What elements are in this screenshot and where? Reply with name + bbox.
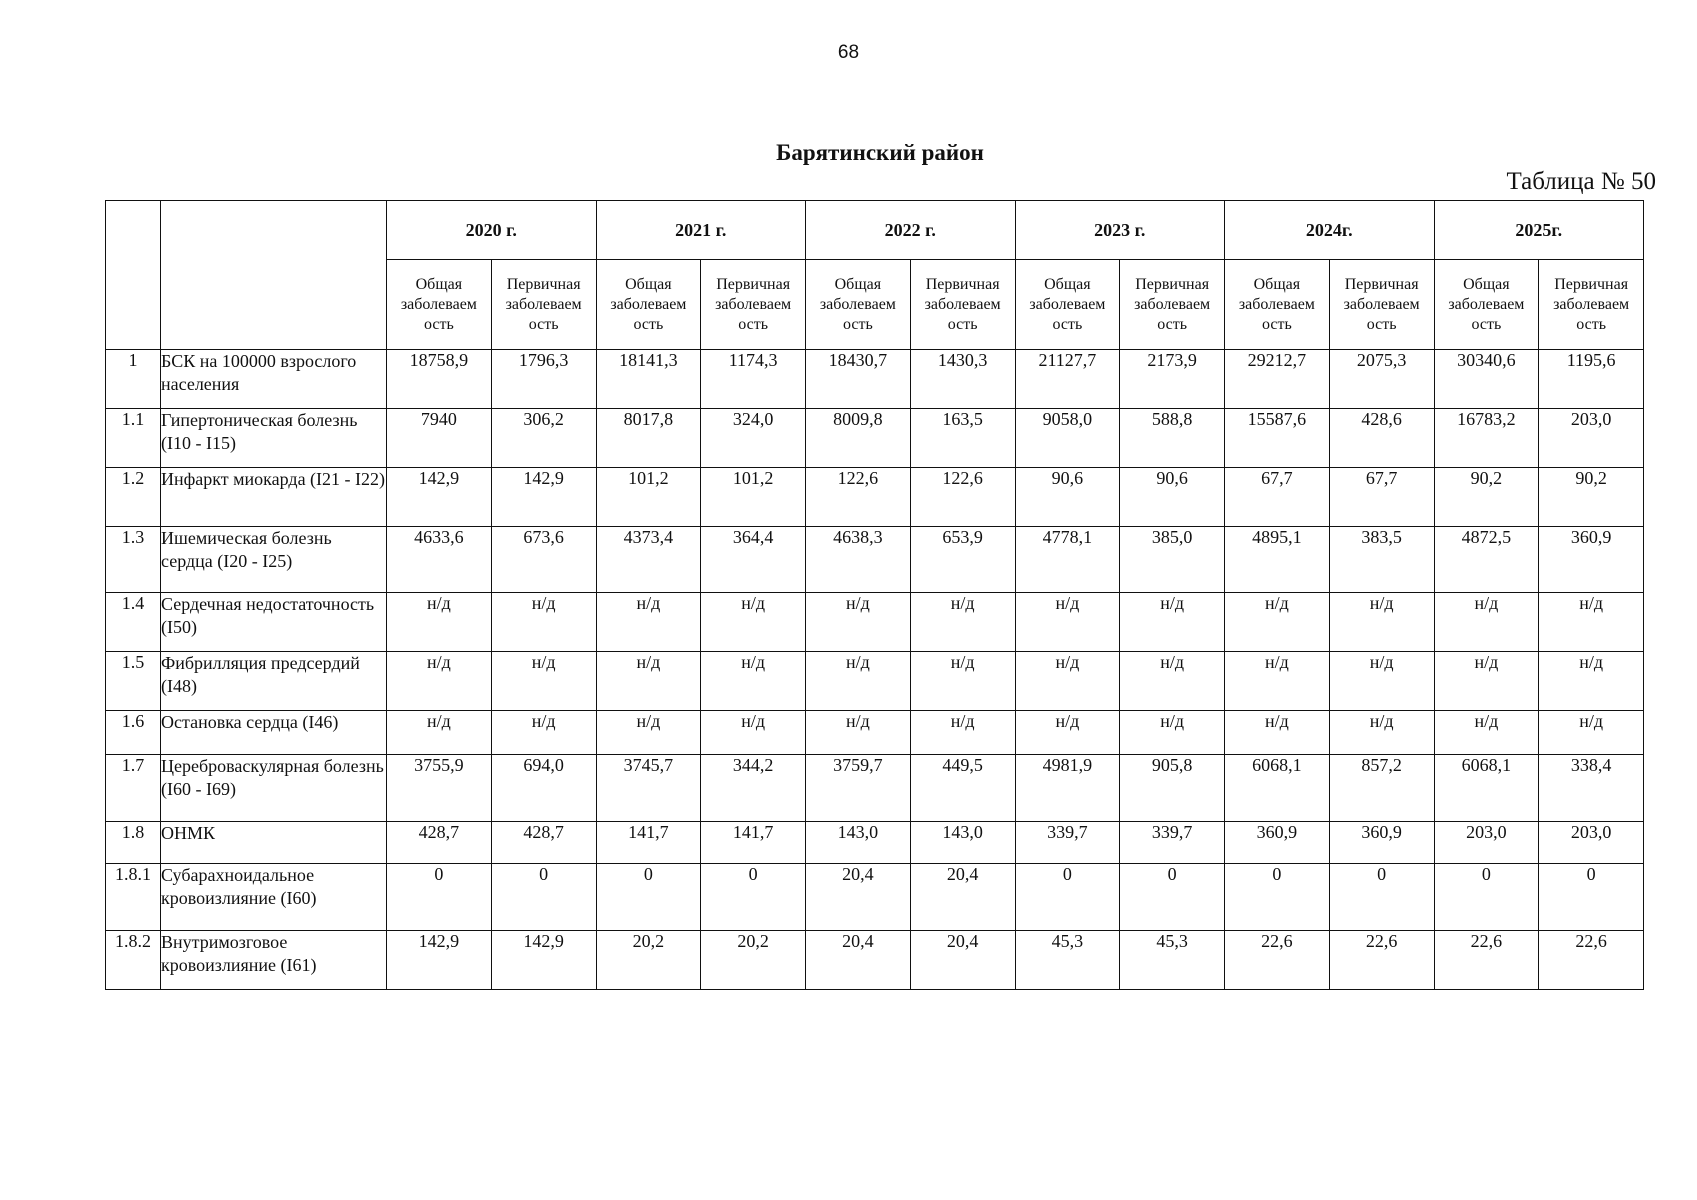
general-morbidity-value: 22,6 <box>1225 931 1330 990</box>
table-row <box>106 652 1644 711</box>
general-morbidity-value: 0 <box>1015 864 1120 931</box>
general-morbidity-value: 4373,4 <box>596 527 701 593</box>
general-morbidity-value: 21127,7 <box>1015 350 1120 409</box>
row-indicator-name: Субарахноидальное кровоизлияние (I60) <box>161 864 387 931</box>
general-morbidity-value: 142,9 <box>387 931 492 990</box>
primary-morbidity-value: н/д <box>1120 652 1225 711</box>
general-morbidity-value: 67,7 <box>1225 468 1330 527</box>
primary-morbidity-value: 1195,6 <box>1539 350 1644 409</box>
primary-morbidity-value: 203,0 <box>1539 822 1644 864</box>
row-number: 1.8.1 <box>106 864 161 931</box>
general-morbidity-value: н/д <box>1434 593 1539 652</box>
year-header: 2023 г. <box>1015 201 1225 260</box>
primary-morbidity-value: н/д <box>701 711 806 755</box>
row-number: 1.3 <box>106 527 161 593</box>
row-number: 1.1 <box>106 409 161 468</box>
general-morbidity-value: 30340,6 <box>1434 350 1539 409</box>
general-morbidity-header: Общая заболеваем ость <box>1225 260 1330 350</box>
primary-morbidity-value: н/д <box>701 652 806 711</box>
row-indicator-name: Остановка сердца (I46) <box>161 711 387 755</box>
table-row <box>106 593 1644 652</box>
row-indicator-name: Инфаркт миокарда (I21 - I22) <box>161 468 387 527</box>
primary-morbidity-value: 1796,3 <box>491 350 596 409</box>
general-morbidity-value: н/д <box>806 652 911 711</box>
general-morbidity-value: н/д <box>806 593 911 652</box>
general-morbidity-value: 18430,7 <box>806 350 911 409</box>
primary-morbidity-value: 90,2 <box>1539 468 1644 527</box>
primary-morbidity-value: 653,9 <box>910 527 1015 593</box>
primary-morbidity-value: 385,0 <box>1120 527 1225 593</box>
general-morbidity-value: н/д <box>1434 652 1539 711</box>
primary-morbidity-value: н/д <box>1120 593 1225 652</box>
primary-morbidity-value: н/д <box>1539 711 1644 755</box>
primary-morbidity-value: 588,8 <box>1120 409 1225 468</box>
primary-morbidity-value: н/д <box>910 593 1015 652</box>
general-morbidity-value: 0 <box>596 864 701 931</box>
primary-morbidity-value: 163,5 <box>910 409 1015 468</box>
row-number: 1 <box>106 350 161 409</box>
row-number: 1.8.2 <box>106 931 161 990</box>
primary-morbidity-value: 428,7 <box>491 822 596 864</box>
row-indicator-name: ОНМК <box>161 822 387 864</box>
primary-morbidity-header: Первичная заболеваем ость <box>491 260 596 350</box>
primary-morbidity-value: 338,4 <box>1539 755 1644 822</box>
general-morbidity-value: 15587,6 <box>1225 409 1330 468</box>
year-header: 2022 г. <box>806 201 1016 260</box>
table-row <box>106 711 1644 755</box>
primary-morbidity-header: Первичная заболеваем ость <box>1539 260 1644 350</box>
primary-morbidity-value: 20,2 <box>701 931 806 990</box>
primary-morbidity-value: 857,2 <box>1329 755 1434 822</box>
primary-morbidity-value: 0 <box>1329 864 1434 931</box>
general-morbidity-value: 0 <box>387 864 492 931</box>
general-morbidity-header: Общая заболеваем ость <box>1434 260 1539 350</box>
row-number: 1.4 <box>106 593 161 652</box>
year-header: 2025г. <box>1434 201 1644 260</box>
primary-morbidity-value: 143,0 <box>910 822 1015 864</box>
general-morbidity-value: 20,4 <box>806 931 911 990</box>
general-morbidity-value: 141,7 <box>596 822 701 864</box>
general-morbidity-value: н/д <box>1225 593 1330 652</box>
general-morbidity-value: 8009,8 <box>806 409 911 468</box>
primary-morbidity-value: 2173,9 <box>1120 350 1225 409</box>
primary-morbidity-value: 905,8 <box>1120 755 1225 822</box>
row-indicator-name: Сердечная недостаточность (I50) <box>161 593 387 652</box>
primary-morbidity-value: 101,2 <box>701 468 806 527</box>
primary-morbidity-value: н/д <box>1329 593 1434 652</box>
primary-morbidity-value: н/д <box>1539 593 1644 652</box>
general-morbidity-value: 101,2 <box>596 468 701 527</box>
row-number: 1.2 <box>106 468 161 527</box>
table-row <box>106 409 1644 468</box>
general-morbidity-value: 3755,9 <box>387 755 492 822</box>
row-number: 1.7 <box>106 755 161 822</box>
table-row <box>106 527 1644 593</box>
general-morbidity-value: 90,6 <box>1015 468 1120 527</box>
general-morbidity-header: Общая заболеваем ость <box>387 260 492 350</box>
general-morbidity-value: 203,0 <box>1434 822 1539 864</box>
primary-morbidity-header: Первичная заболеваем ость <box>701 260 806 350</box>
general-morbidity-value: 8017,8 <box>596 409 701 468</box>
year-header: 2021 г. <box>596 201 806 260</box>
primary-morbidity-value: н/д <box>491 593 596 652</box>
general-morbidity-header: Общая заболеваем ость <box>596 260 701 350</box>
table-row <box>106 755 1644 822</box>
general-morbidity-value: н/д <box>387 652 492 711</box>
primary-morbidity-value: н/д <box>491 652 596 711</box>
row-number: 1.5 <box>106 652 161 711</box>
general-morbidity-value: 45,3 <box>1015 931 1120 990</box>
primary-morbidity-value: 122,6 <box>910 468 1015 527</box>
table-number: Таблица № 50 <box>1506 168 1656 195</box>
primary-morbidity-value: 90,6 <box>1120 468 1225 527</box>
table-body <box>106 350 1644 990</box>
table-row <box>106 864 1644 931</box>
name-header-cell <box>161 201 387 350</box>
general-morbidity-value: 16783,2 <box>1434 409 1539 468</box>
general-morbidity-value: 20,2 <box>596 931 701 990</box>
general-morbidity-value: н/д <box>1225 711 1330 755</box>
row-indicator-name: Внутримозговое кровоизлияние (I61) <box>161 931 387 990</box>
table-row <box>106 822 1644 864</box>
year-header: 2020 г. <box>387 201 597 260</box>
table-row <box>106 350 1644 409</box>
general-morbidity-value: 0 <box>1434 864 1539 931</box>
primary-morbidity-value: 383,5 <box>1329 527 1434 593</box>
general-morbidity-value: 90,2 <box>1434 468 1539 527</box>
general-morbidity-value: 9058,0 <box>1015 409 1120 468</box>
primary-morbidity-value: 449,5 <box>910 755 1015 822</box>
primary-morbidity-value: 1430,3 <box>910 350 1015 409</box>
general-morbidity-value: 22,6 <box>1434 931 1539 990</box>
primary-morbidity-value: 324,0 <box>701 409 806 468</box>
general-morbidity-value: 4895,1 <box>1225 527 1330 593</box>
year-header: 2024г. <box>1225 201 1435 260</box>
table-row <box>106 931 1644 990</box>
row-number: 1.6 <box>106 711 161 755</box>
primary-morbidity-value: 20,4 <box>910 864 1015 931</box>
general-morbidity-value: 4981,9 <box>1015 755 1120 822</box>
primary-morbidity-value: н/д <box>491 711 596 755</box>
primary-morbidity-value: 344,2 <box>701 755 806 822</box>
general-morbidity-value: 18758,9 <box>387 350 492 409</box>
general-morbidity-value: 6068,1 <box>1225 755 1330 822</box>
primary-morbidity-header: Первичная заболеваем ость <box>1329 260 1434 350</box>
row-indicator-name: Цереброваскулярная болезнь (I60 - I69) <box>161 755 387 822</box>
year-header-row <box>106 201 1644 260</box>
primary-morbidity-value: 203,0 <box>1539 409 1644 468</box>
general-morbidity-value: 4778,1 <box>1015 527 1120 593</box>
primary-morbidity-value: 142,9 <box>491 931 596 990</box>
primary-morbidity-value: н/д <box>701 593 806 652</box>
primary-morbidity-value: н/д <box>1329 652 1434 711</box>
primary-morbidity-value: 360,9 <box>1539 527 1644 593</box>
primary-morbidity-value: 67,7 <box>1329 468 1434 527</box>
general-morbidity-value: 7940 <box>387 409 492 468</box>
general-morbidity-value: 4633,6 <box>387 527 492 593</box>
primary-morbidity-header: Первичная заболеваем ость <box>910 260 1015 350</box>
primary-morbidity-value: 428,6 <box>1329 409 1434 468</box>
num-header-cell <box>106 201 161 350</box>
general-morbidity-value: 428,7 <box>387 822 492 864</box>
general-morbidity-value: н/д <box>387 711 492 755</box>
general-morbidity-value: 20,4 <box>806 864 911 931</box>
table-row <box>106 468 1644 527</box>
primary-morbidity-value: н/д <box>910 652 1015 711</box>
primary-morbidity-value: 2075,3 <box>1329 350 1434 409</box>
primary-morbidity-value: 22,6 <box>1539 931 1644 990</box>
general-morbidity-value: 143,0 <box>806 822 911 864</box>
primary-morbidity-value: 141,7 <box>701 822 806 864</box>
general-morbidity-value: 3759,7 <box>806 755 911 822</box>
primary-morbidity-value: 0 <box>491 864 596 931</box>
primary-morbidity-value: 0 <box>701 864 806 931</box>
general-morbidity-value: 142,9 <box>387 468 492 527</box>
primary-morbidity-value: н/д <box>1120 711 1225 755</box>
general-morbidity-value: 0 <box>1225 864 1330 931</box>
primary-morbidity-value: 360,9 <box>1329 822 1434 864</box>
primary-morbidity-value: 1174,3 <box>701 350 806 409</box>
general-morbidity-value: н/д <box>1015 593 1120 652</box>
general-morbidity-value: н/д <box>596 593 701 652</box>
morbidity-table <box>105 200 1644 990</box>
primary-morbidity-value: 142,9 <box>491 468 596 527</box>
row-number: 1.8 <box>106 822 161 864</box>
general-morbidity-value: н/д <box>1225 652 1330 711</box>
general-morbidity-value: 6068,1 <box>1434 755 1539 822</box>
primary-morbidity-value: 364,4 <box>701 527 806 593</box>
general-morbidity-value: 18141,3 <box>596 350 701 409</box>
document-title: Барятинский район <box>776 140 984 165</box>
primary-morbidity-value: 22,6 <box>1329 931 1434 990</box>
primary-morbidity-header: Первичная заболеваем ость <box>1120 260 1225 350</box>
primary-morbidity-value: 673,6 <box>491 527 596 593</box>
row-indicator-name: БСК на 100000 взрослого населения <box>161 350 387 409</box>
primary-morbidity-value: н/д <box>910 711 1015 755</box>
primary-morbidity-value: н/д <box>1329 711 1434 755</box>
general-morbidity-value: н/д <box>1015 652 1120 711</box>
general-morbidity-value: н/д <box>1434 711 1539 755</box>
primary-morbidity-value: 306,2 <box>491 409 596 468</box>
general-morbidity-value: н/д <box>387 593 492 652</box>
general-morbidity-value: 29212,7 <box>1225 350 1330 409</box>
general-morbidity-value: н/д <box>596 711 701 755</box>
general-morbidity-value: 122,6 <box>806 468 911 527</box>
primary-morbidity-value: 45,3 <box>1120 931 1225 990</box>
general-morbidity-value: 3745,7 <box>596 755 701 822</box>
primary-morbidity-value: 0 <box>1539 864 1644 931</box>
general-morbidity-value: 4638,3 <box>806 527 911 593</box>
general-morbidity-value: н/д <box>1015 711 1120 755</box>
general-morbidity-value: 4872,5 <box>1434 527 1539 593</box>
general-morbidity-value: 360,9 <box>1225 822 1330 864</box>
general-morbidity-header: Общая заболеваем ость <box>806 260 911 350</box>
general-morbidity-header: Общая заболеваем ость <box>1015 260 1120 350</box>
row-indicator-name: Фибрилляция предсердий (I48) <box>161 652 387 711</box>
general-morbidity-value: 339,7 <box>1015 822 1120 864</box>
row-indicator-name: Ишемическая болезнь сердца (I20 - I25) <box>161 527 387 593</box>
primary-morbidity-value: 20,4 <box>910 931 1015 990</box>
primary-morbidity-value: 694,0 <box>491 755 596 822</box>
general-morbidity-value: н/д <box>806 711 911 755</box>
primary-morbidity-value: н/д <box>1539 652 1644 711</box>
row-indicator-name: Гипертоническая болезнь (I10 - I15) <box>161 409 387 468</box>
primary-morbidity-value: 339,7 <box>1120 822 1225 864</box>
page-number: 68 <box>837 42 860 63</box>
primary-morbidity-value: 0 <box>1120 864 1225 931</box>
general-morbidity-value: н/д <box>596 652 701 711</box>
